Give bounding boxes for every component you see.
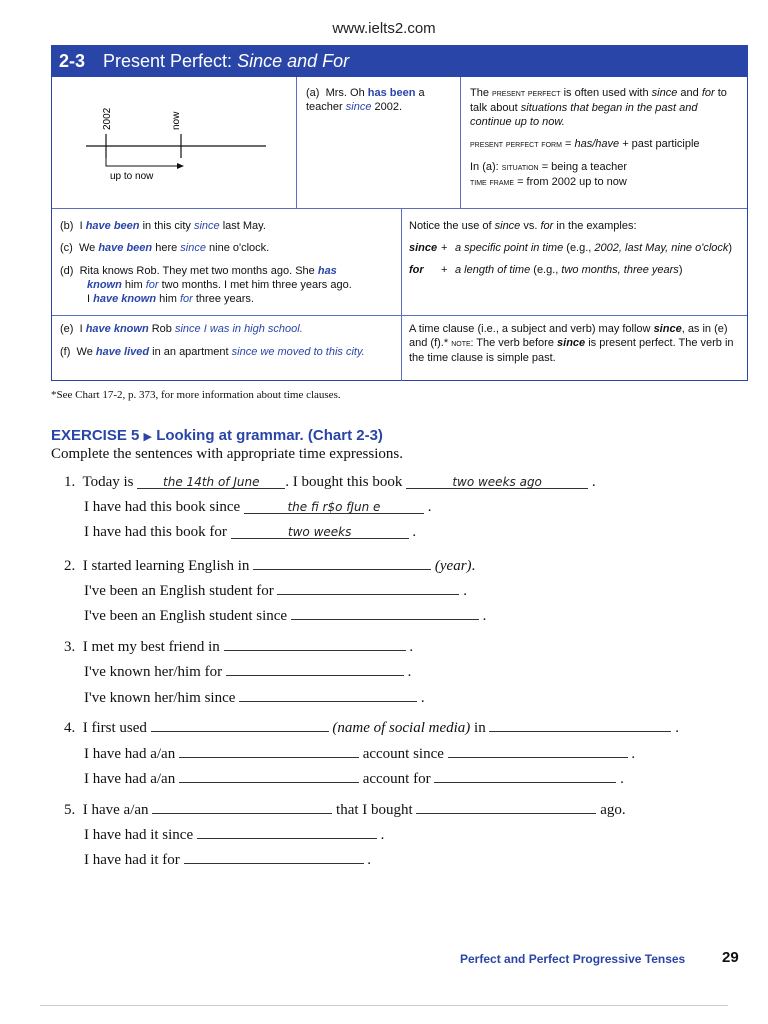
answer-blank[interactable] <box>179 769 359 783</box>
answer-blank[interactable] <box>291 606 479 620</box>
answer-blank[interactable] <box>489 718 671 732</box>
answer-blank[interactable] <box>197 825 377 839</box>
exercise-instruction: Complete the sentences with appropriate time expressions. <box>51 446 403 462</box>
answer-blank[interactable] <box>448 744 628 758</box>
item-2-line-3: I've been an English student since . <box>84 608 487 624</box>
example-c: (c) We have been here since nine o'clock. <box>60 242 270 254</box>
footnote: *See Chart 17-2, p. 373, for more information about time clauses. <box>51 389 341 401</box>
timeline-now-label: now <box>171 111 182 130</box>
timeline-up-to-now-label: up to now <box>110 171 154 182</box>
item-3-line-2: I've known her/him for . <box>84 664 412 680</box>
item-3-line-3: I've known her/him since . <box>84 690 425 706</box>
chart-number: 2-3 <box>59 51 86 71</box>
example-d: (d) Rita knows Rob. They met two months ago. She has known him for two months. I met him three years ago. I have known him for three years. <box>60 265 352 305</box>
item-5-line-3: I have had it for . <box>84 852 372 868</box>
answer-blank[interactable] <box>239 688 417 702</box>
answer-blank[interactable]: two weeks ago <box>406 475 588 489</box>
answer-blank[interactable]: two weeks <box>231 525 409 539</box>
answer-blank[interactable] <box>151 718 329 732</box>
page-number: 29 <box>722 949 739 966</box>
timeline-bracket <box>106 148 178 166</box>
item-5-line-1: 5. I have a/an that I bought ago. <box>64 802 626 818</box>
note-a: The present perfect is often used with since and for to talk about situations that began in the past and continue up to now. present perfect form = has/have + past participle In (a): situation = being a teacher time frame = from 2002 up to now <box>470 87 727 188</box>
item-1-line-2: I have had this book since the fi r$o fJun e . <box>84 499 432 515</box>
answer-blank[interactable]: the 14th of June <box>137 475 285 489</box>
bottom-rule <box>40 1005 728 1006</box>
answer-blank[interactable] <box>226 662 404 676</box>
item-4-line-2: I have had a/an account since . <box>84 746 636 762</box>
running-title: Perfect and Perfect Progressive Tenses <box>460 952 686 966</box>
example-f: (f) We have lived in an apartment since we moved to this city. <box>60 346 365 358</box>
item-4-line-3: I have had a/an account for . <box>84 771 624 787</box>
answer-blank[interactable] <box>434 769 616 783</box>
example-e: (e) I have known Rob since I was in high school. <box>60 323 303 335</box>
item-4-line-1: 4. I first used (name of social media) in . <box>64 720 679 736</box>
answer-blank[interactable]: the fi r$o fJun e <box>244 500 424 514</box>
triangle-icon: ▶ <box>143 431 153 443</box>
answer-blank[interactable] <box>152 800 332 814</box>
answer-blank[interactable] <box>179 744 359 758</box>
item-2-line-2: I've been an English student for . <box>84 583 467 599</box>
item-2-line-1: 2. I started learning English in (year). <box>64 558 476 574</box>
item-3-line-1: 3. I met my best friend in . <box>64 639 414 655</box>
site-url: www.ielts2.com <box>332 20 436 37</box>
chart-title: Present Perfect: Since and For <box>103 51 350 71</box>
example-a: (a) Mrs. Oh has been a teacher since 2002. <box>306 87 425 113</box>
timeline-arrowhead <box>177 163 184 169</box>
answer-blank[interactable] <box>277 581 459 595</box>
exercise-heading: EXERCISE 5 ▶ Looking at grammar. (Chart 2-3) <box>51 427 383 444</box>
example-b: (b) I have been in this city since last May. <box>60 220 266 232</box>
note-bd: Notice the use of since vs. for in the examples: since + a specific point in time (e.g., 2002, last May, nine o'clock) for + a length of time (e.g., two months, three years) <box>409 220 733 276</box>
item-5-line-2: I have had it since . <box>84 827 385 843</box>
answer-blank[interactable] <box>416 800 596 814</box>
answer-blank[interactable] <box>224 637 406 651</box>
item-1-line-3: I have had this book for two weeks . <box>84 524 417 540</box>
item-1-line-1: 1. Today is the 14th of June . I bought this book two weeks ago . <box>64 474 596 490</box>
note-ef: A time clause (i.e., a subject and verb) may follow since, as in (e) and (f).* note: The verb before since is present perfect. The verb in the time clause is simple past. <box>409 323 734 364</box>
timeline-diagram <box>80 98 280 188</box>
answer-blank[interactable] <box>184 850 364 864</box>
chart-header <box>51 45 748 77</box>
answer-blank[interactable] <box>253 556 431 570</box>
timeline-2002-label: 2002 <box>102 107 113 130</box>
